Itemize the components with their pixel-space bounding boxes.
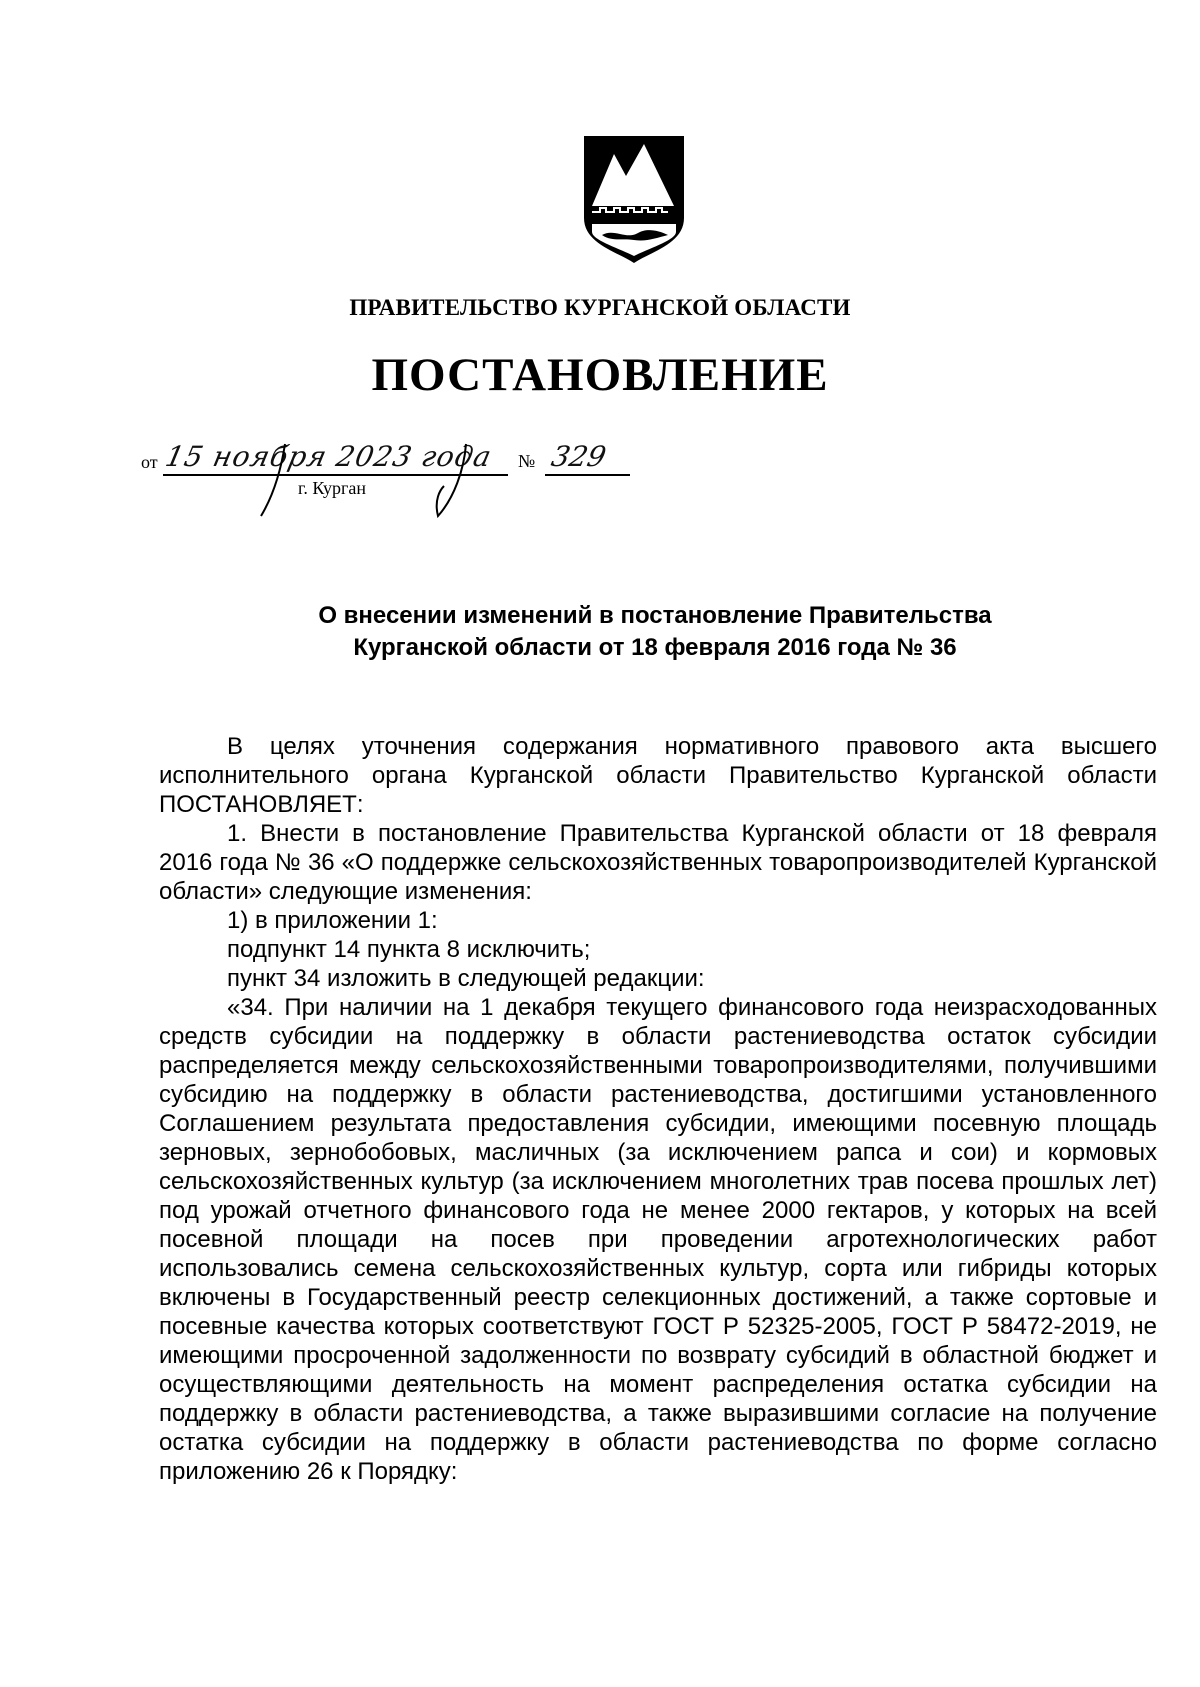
- document-type: ПОСТАНОВЛЕНИЕ: [371, 349, 829, 401]
- paragraph: пункт 34 изложить в следующей редакции:: [227, 965, 705, 992]
- title-line: О внесении изменений в постановление Правительства: [318, 602, 992, 629]
- number-underline: [545, 474, 630, 476]
- paragraph: «34. При наличии на 1 декабря текущего финансового года неизрасходованных средств субсидии на поддержку в области растениеводства остаток субсидии распределяется между сельскохозяйственными товаропроизводителями, получившими субсидию на поддержку в области растениеводства, достигшими установленного Соглашением результата предоставления субсидии, имеющими посевную площадь зерновых, зернобобовых, масличных (за исключением рапса и сои) и кормовых сельскохозяйственных культур (за исключением многолетних трав посева прошлых лет) под урожай отчетного финансового года не менее 2000 гектаров, у которых на всей посевной площади на посев при проведении агротехнологических работ использовались семена сельскохозяйственных культур, сорта или гибриды которых включены в Государственный реестр селекционных достижений, а также сортовые и посевные качества которых соответствуют ГОСТ Р 52325-2005, ГОСТ Р 58472-2019, не имеющими просроченной задолженности по возврату субсидий в областной бюджет и осуществляющими деятельность на момент распределения остатка субсидии на поддержку в области растениеводства, а также выразившими согласие на получение остатка субсидии на поддержку в области растениеводства по форме согласно приложению 26 к Порядку:: [159, 994, 1157, 1485]
- handwriting-stroke: [430, 440, 470, 520]
- number-label: №: [518, 451, 536, 471]
- title-line: Курганской области от 18 февраля 2016 года № 36: [353, 634, 957, 661]
- paragraph: 1. Внести в постановление Правительства Курганской области от 18 февраля 2016 года № 36 «О поддержке сельскохозяйственных товаропроизводителей Курганской области» следующие изменения:: [159, 820, 1157, 905]
- organization-name: ПРАВИТЕЛЬСТВО КУРГАНСКОЙ ОБЛАСТИ: [349, 295, 851, 320]
- paragraph: подпункт 14 пункта 8 исключить;: [227, 936, 591, 963]
- document-title: [0, 600, 1200, 664]
- document-meta: [0, 0, 1200, 560]
- document-body: [159, 732, 1157, 1486]
- paragraph: В целях уточнения содержания нормативного правового акта высшего исполнительного органа Курганской области Правительство Курганской области ПОСТАНОВЛЯЕТ:: [159, 733, 1157, 818]
- date-value: 15 ноября 2023 года: [162, 440, 495, 473]
- city: г. Курган: [298, 478, 367, 498]
- number-value: 329: [548, 440, 609, 473]
- handwriting-stroke: [255, 440, 295, 520]
- paragraph: 1) в приложении 1:: [227, 907, 438, 934]
- date-label: от: [141, 452, 158, 472]
